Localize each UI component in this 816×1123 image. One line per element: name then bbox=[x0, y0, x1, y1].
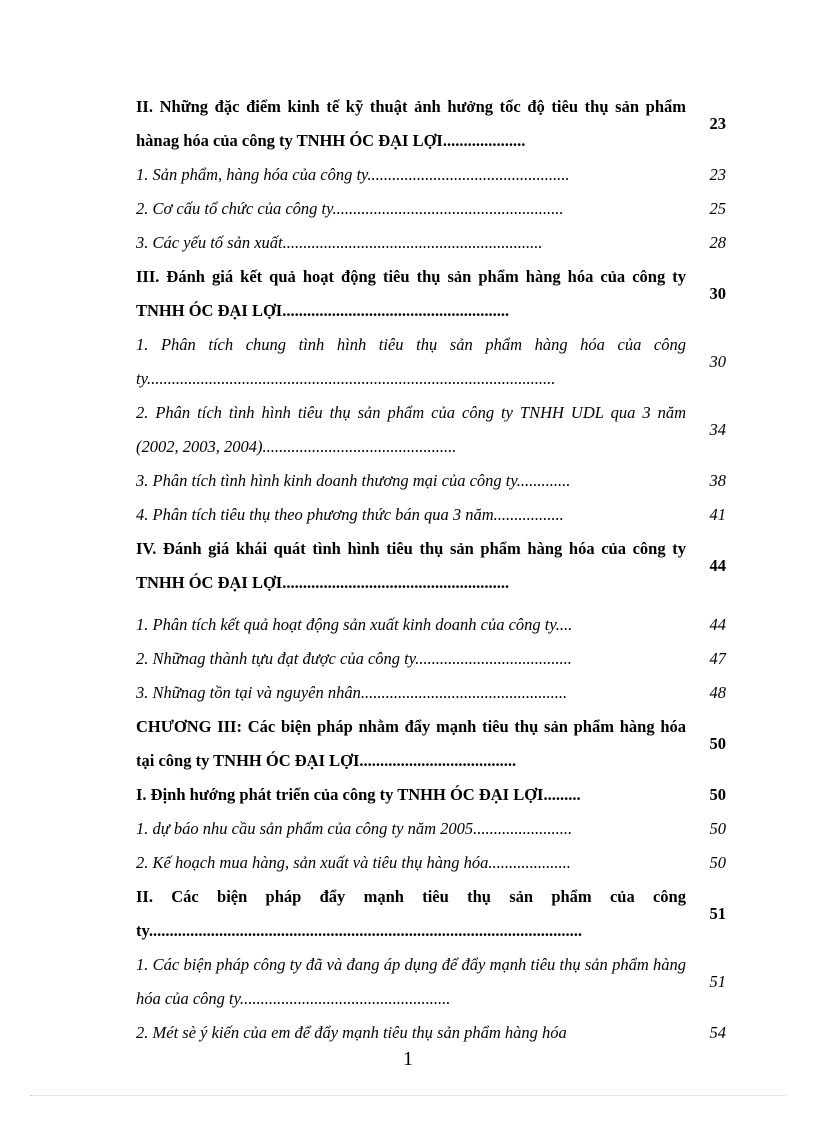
toc-page: 44 bbox=[709, 556, 726, 575]
toc-page: 47 bbox=[709, 649, 726, 668]
toc-row bbox=[136, 532, 726, 600]
toc-page: 38 bbox=[709, 471, 726, 490]
toc-entry: CHƯƠNG III: Các biện pháp nhằm đẩy mạnh tiêu thụ sản phẩm hàng hóa tại công ty TNHH ÓC ĐẠI LỢI...................................... bbox=[136, 717, 686, 770]
toc-page: 54 bbox=[709, 1023, 726, 1042]
toc-page: 25 bbox=[709, 199, 726, 218]
toc-row bbox=[136, 1016, 726, 1050]
toc-row bbox=[136, 608, 726, 642]
toc-row bbox=[136, 948, 726, 1016]
toc-row bbox=[136, 880, 726, 948]
toc-page: 23 bbox=[709, 114, 726, 133]
toc-entry: 1. dự báo nhu cầu sản phẩm của công ty năm 2005........................ bbox=[136, 819, 573, 838]
toc-row bbox=[136, 158, 726, 192]
toc-entry: III. Đánh giá kết quả hoạt động tiêu thụ sản phẩm hàng hóa của công ty TNHH ÓC ĐẠI LỢI....................................................... bbox=[136, 267, 686, 320]
toc-page: 50 bbox=[709, 819, 726, 838]
toc-page: 23 bbox=[709, 165, 726, 184]
toc-row bbox=[136, 642, 726, 676]
toc-entry: 2. Nhữnag thành tựu đạt được của công ty...................................... bbox=[136, 649, 572, 668]
toc-page: 51 bbox=[709, 904, 726, 923]
page-number: 1 bbox=[403, 1048, 413, 1070]
toc-row bbox=[136, 710, 726, 778]
toc-row bbox=[136, 396, 726, 464]
toc-entry: 3. Các yếu tố sản xuất............................................................... bbox=[136, 233, 543, 252]
toc-row bbox=[136, 192, 726, 226]
toc-page: 30 bbox=[709, 352, 726, 371]
toc-entry: I. Định hướng phát triển của công ty TNHH ÓC ĐẠI LỢI......... bbox=[136, 785, 581, 804]
toc-entry: 1. Sản phẩm, hàng hóa của công ty................................................. bbox=[136, 165, 570, 184]
toc-page: 48 bbox=[709, 683, 726, 702]
toc-row bbox=[136, 812, 726, 846]
toc-entry: 1. Phân tích chung tình hình tiêu thụ sản phẩm hàng hóa của công ty................................................................................................... bbox=[136, 335, 686, 388]
table-of-contents bbox=[136, 90, 726, 1050]
toc-entry: 1. Các biện pháp công ty đã và đang áp dụng để đẩy mạnh tiêu thụ sản phẩm hàng hóa của công ty................................................... bbox=[136, 955, 686, 1008]
toc-entry: 3. Phân tích tình hình kinh doanh thương mại của công ty............. bbox=[136, 471, 571, 490]
toc-entry: 2. Phân tích tình hình tiêu thụ sản phẩm của công ty TNHH UDL qua 3 năm (2002, 2003, 2004)............................................... bbox=[136, 403, 686, 456]
toc-page: 50 bbox=[709, 785, 726, 804]
toc-page: 51 bbox=[709, 972, 726, 991]
toc-page: 41 bbox=[709, 505, 726, 524]
toc-row bbox=[136, 328, 726, 396]
toc-entry: 2. Mét sè ý kiến của em để đẩy mạnh tiêu thụ sản phẩm hàng hóa bbox=[136, 1023, 567, 1042]
toc-page: 50 bbox=[709, 734, 726, 753]
toc-row bbox=[136, 676, 726, 710]
toc-entry: II. Các biện pháp đẩy mạnh tiêu thụ sản phẩm của công ty......................................................................................................... bbox=[136, 887, 686, 940]
toc-page: 28 bbox=[709, 233, 726, 252]
toc-page: 50 bbox=[709, 853, 726, 872]
page-bottom-divider bbox=[30, 1095, 786, 1096]
toc-entry: 2. Cơ cấu tổ chức của công ty........................................................ bbox=[136, 199, 564, 218]
toc-row bbox=[136, 846, 726, 880]
toc-entry: 2. Kế hoạch mua hàng, sản xuất và tiêu thụ hàng hóa.................... bbox=[136, 853, 571, 872]
toc-page: 30 bbox=[709, 284, 726, 303]
toc-entry: 3. Nhữnag tồn tại và nguyên nhân.................................................. bbox=[136, 683, 568, 702]
toc-page: 44 bbox=[709, 615, 726, 634]
toc-page: 34 bbox=[709, 420, 726, 439]
toc-row bbox=[136, 464, 726, 498]
toc-row bbox=[136, 498, 726, 532]
toc-row bbox=[136, 90, 726, 158]
toc-entry: 4. Phân tích tiêu thụ theo phương thức bán qua 3 năm................. bbox=[136, 505, 564, 524]
toc-entry: IV. Đánh giá khái quát tình hình tiêu thụ sản phẩm hàng hóa của công ty TNHH ÓC ĐẠI LỢI....................................................... bbox=[136, 539, 686, 592]
toc-row bbox=[136, 260, 726, 328]
toc-row bbox=[136, 226, 726, 260]
toc-entry: 1. Phân tích kết quả hoạt động sản xuất kinh doanh của công ty.... bbox=[136, 615, 573, 634]
toc-row bbox=[136, 778, 726, 812]
toc-entry: II. Những đặc điểm kinh tế kỹ thuật ảnh hưởng tốc độ tiêu thụ sản phẩm hànag hóa của công ty TNHH ÓC ĐẠI LỢI.................... bbox=[136, 97, 686, 150]
